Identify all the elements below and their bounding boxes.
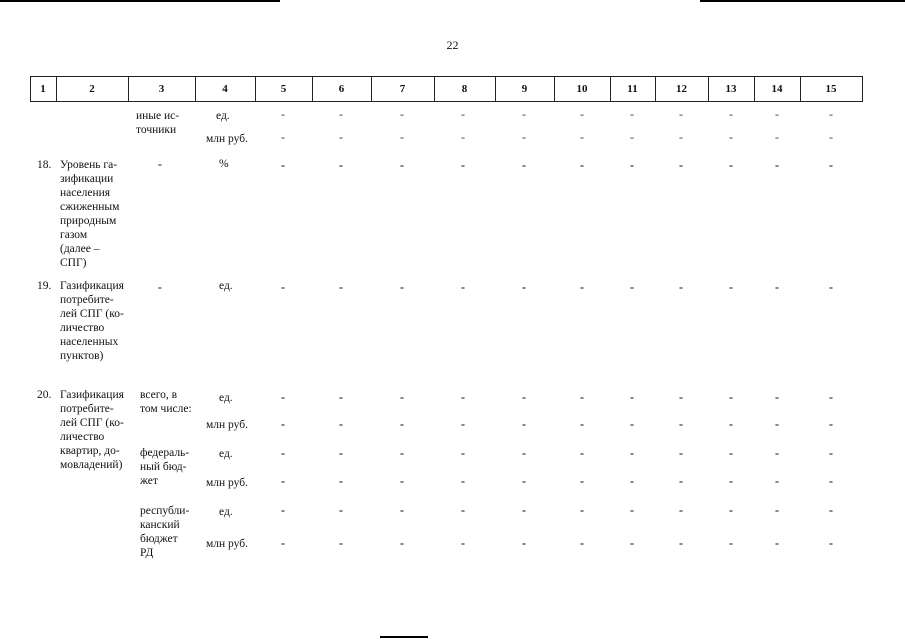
row-19-name-5: населенных — [60, 336, 119, 348]
value-dash-row-20-republic-rub-col-10: - — [580, 536, 584, 550]
col-header-2: 2 — [89, 83, 95, 95]
value-dash-row-19-col-5: - — [281, 280, 285, 294]
value-dash-row-19-col-14: - — [775, 280, 779, 294]
value-dash-row-20-republic-rub-col-9: - — [522, 536, 526, 550]
row-20-unit-5: ед. — [219, 506, 233, 518]
value-dash-row-20-republic-rub-col-13: - — [729, 536, 733, 550]
row-20-name-4: личество — [60, 431, 105, 443]
col-header-14: 14 — [771, 83, 783, 95]
value-dash-row-other-sources-unit-1-col-6: - — [339, 107, 343, 121]
value-dash-row-20-total-rub-col-8: - — [461, 417, 465, 431]
value-dash-row-other-sources-unit-1-col-13: - — [729, 107, 733, 121]
value-dash-row-20-total-units-col-6: - — [339, 390, 343, 404]
value-dash-row-18-col-14: - — [775, 158, 779, 172]
value-dash-row-20-federal-units-col-15: - — [829, 446, 833, 460]
row-19-col3: - — [158, 282, 162, 294]
value-dash-row-18-col-9: - — [522, 158, 526, 172]
row-18-name-7: (далее – — [60, 243, 100, 255]
value-dash-row-19-col-12: - — [679, 280, 683, 294]
row-18-name-3: населения — [60, 187, 111, 199]
value-dash-row-20-federal-rub-col-12: - — [679, 474, 683, 488]
value-dash-row-other-sources-unit-2-col-5: - — [281, 130, 285, 144]
row-20-name-2: потребите- — [60, 403, 114, 415]
value-dash-row-other-sources-unit-1-col-12: - — [679, 107, 683, 121]
value-dash-row-20-total-rub-col-9: - — [522, 417, 526, 431]
row-19-unit: ед. — [219, 280, 233, 292]
row-other-sources-unit-1: ед. — [216, 110, 230, 122]
row-18-name-2: зификации — [60, 173, 114, 185]
value-dash-row-20-republic-units-col-5: - — [281, 503, 285, 517]
bottom-edge-mark — [380, 636, 428, 638]
col-header-1: 1 — [40, 83, 46, 95]
value-dash-row-20-republic-units-col-9: - — [522, 503, 526, 517]
row-20-federal-label-2: ный бюд- — [140, 461, 187, 473]
value-dash-row-20-total-units-col-13: - — [729, 390, 733, 404]
value-dash-row-20-republic-rub-col-12: - — [679, 536, 683, 550]
value-dash-row-20-republic-rub-col-6: - — [339, 536, 343, 550]
value-dash-row-20-federal-rub-col-5: - — [281, 474, 285, 488]
page-number: 22 — [446, 38, 459, 52]
value-dash-row-20-total-rub-col-6: - — [339, 417, 343, 431]
value-dash-row-other-sources-unit-1-col-11: - — [630, 107, 634, 121]
value-dash-row-20-total-units-col-11: - — [630, 390, 634, 404]
value-dash-row-20-federal-units-col-7: - — [400, 446, 404, 460]
value-dash-row-20-republic-rub-col-7: - — [400, 536, 404, 550]
value-dash-row-20-republic-units-col-8: - — [461, 503, 465, 517]
row-20-republic-label-2: канский — [140, 519, 180, 531]
value-dash-row-20-republic-units-col-12: - — [679, 503, 683, 517]
col-header-6: 6 — [338, 83, 345, 95]
value-dash-row-20-republic-units-col-6: - — [339, 503, 343, 517]
col-header-15: 15 — [825, 83, 837, 95]
value-dash-row-20-total-units-col-5: - — [281, 390, 285, 404]
col-header-9: 9 — [521, 83, 528, 95]
value-dash-row-20-federal-rub-col-11: - — [630, 474, 634, 488]
row-18-name-8: СПГ) — [60, 257, 87, 269]
row-20-federal-label-1: федераль- — [140, 447, 190, 459]
value-dash-row-20-total-units-col-7: - — [400, 390, 404, 404]
row-other-sources-label-2: точники — [136, 124, 177, 136]
value-dash-row-20-federal-rub-col-8: - — [461, 474, 465, 488]
row-20-republic-label-1: республи- — [140, 505, 190, 517]
value-dash-row-20-federal-units-col-14: - — [775, 446, 779, 460]
value-dash-row-20-federal-units-col-5: - — [281, 446, 285, 460]
row-20-total-label-1: всего, в — [140, 389, 178, 401]
value-dash-row-other-sources-unit-1-col-5: - — [281, 107, 285, 121]
value-dash-row-18-col-10: - — [580, 158, 584, 172]
value-dash-row-18-col-11: - — [630, 158, 634, 172]
value-dash-row-other-sources-unit-2-col-10: - — [580, 130, 584, 144]
col-header-12: 12 — [676, 83, 687, 95]
value-dash-row-other-sources-unit-2-col-13: - — [729, 130, 733, 144]
value-dash-row-20-total-rub-col-11: - — [630, 417, 634, 431]
value-dash-row-other-sources-unit-2-col-14: - — [775, 130, 779, 144]
value-dash-row-18-col-5: - — [281, 158, 285, 172]
value-dash-row-20-total-rub-col-15: - — [829, 417, 833, 431]
value-dash-row-20-federal-units-col-8: - — [461, 446, 465, 460]
value-dash-row-20-total-rub-col-7: - — [400, 417, 404, 431]
row-18-number: 18. — [37, 159, 52, 171]
row-19-number: 19. — [37, 280, 52, 292]
row-20-unit-3: ед. — [219, 448, 233, 460]
value-dash-row-20-republic-rub-col-8: - — [461, 536, 465, 550]
value-dash-row-20-federal-rub-col-6: - — [339, 474, 343, 488]
value-dash-row-20-federal-rub-col-7: - — [400, 474, 404, 488]
value-dash-row-19-col-15: - — [829, 280, 833, 294]
value-dash-row-20-republic-rub-col-5: - — [281, 536, 285, 550]
row-20-unit-1: ед. — [219, 392, 233, 404]
value-dash-row-other-sources-unit-1-col-8: - — [461, 107, 465, 121]
value-dash-row-other-sources-unit-2-col-12: - — [679, 130, 683, 144]
row-19-name-6: пунктов) — [60, 350, 104, 362]
value-dash-row-20-republic-units-col-14: - — [775, 503, 779, 517]
value-dash-row-18-col-12: - — [679, 158, 683, 172]
value-dash-row-20-total-units-col-8: - — [461, 390, 465, 404]
row-20-total-label-2: том числе: — [140, 403, 192, 415]
value-dash-row-20-total-units-col-9: - — [522, 390, 526, 404]
value-dash-row-other-sources-unit-2-col-7: - — [400, 130, 404, 144]
row-18-name-4: сжиженным — [60, 201, 120, 213]
value-dash-row-19-col-8: - — [461, 280, 465, 294]
value-dash-row-20-republic-rub-col-14: - — [775, 536, 779, 550]
col-header-4: 4 — [222, 83, 228, 95]
top-edge-line-right — [700, 0, 905, 2]
top-edge-line-left — [0, 0, 280, 2]
row-20-name-3: лей СПГ (ко- — [60, 417, 124, 429]
col-header-13: 13 — [725, 83, 737, 95]
row-20-federal-label-3: жет — [140, 475, 158, 487]
value-dash-row-other-sources-unit-2-col-11: - — [630, 130, 634, 144]
value-dash-row-19-col-7: - — [400, 280, 404, 294]
row-other-sources-label-1: иные ис- — [136, 110, 180, 122]
value-dash-row-20-total-units-col-12: - — [679, 390, 683, 404]
value-dash-row-18-col-15: - — [829, 158, 833, 172]
col-header-3: 3 — [158, 83, 165, 95]
row-20-republic-label-3: бюджет — [140, 533, 178, 545]
row-other-sources-unit-2: млн руб. — [206, 133, 248, 145]
row-19-name-2: потребите- — [60, 294, 114, 306]
value-dash-row-20-total-rub-col-12: - — [679, 417, 683, 431]
value-dash-row-20-total-units-col-15: - — [829, 390, 833, 404]
row-20-republic-label-4: РД — [140, 547, 154, 559]
value-dash-row-18-col-13: - — [729, 158, 733, 172]
value-dash-row-20-federal-units-col-10: - — [580, 446, 584, 460]
row-20-name-6: мовладений) — [60, 459, 123, 471]
value-dash-row-20-republic-units-col-7: - — [400, 503, 404, 517]
row-19-name-1: Газификация — [60, 280, 124, 292]
value-dash-row-other-sources-unit-2-col-8: - — [461, 130, 465, 144]
value-dash-row-20-republic-units-col-11: - — [630, 503, 634, 517]
value-dash-row-20-republic-rub-col-15: - — [829, 536, 833, 550]
value-dash-row-19-col-13: - — [729, 280, 733, 294]
value-dash-row-other-sources-unit-1-col-7: - — [400, 107, 404, 121]
value-dash-row-18-col-7: - — [400, 158, 404, 172]
value-dash-row-20-federal-units-col-6: - — [339, 446, 343, 460]
row-18-name-5: природным — [60, 215, 117, 227]
value-dash-row-20-federal-rub-col-14: - — [775, 474, 779, 488]
value-dash-row-18-col-6: - — [339, 158, 343, 172]
row-18-col3: - — [158, 159, 162, 171]
value-dash-row-20-total-rub-col-13: - — [729, 417, 733, 431]
value-dash-row-20-federal-units-col-9: - — [522, 446, 526, 460]
value-dash-row-20-total-units-col-14: - — [775, 390, 779, 404]
row-20-name-1: Газификация — [60, 389, 124, 401]
value-dash-row-19-col-6: - — [339, 280, 343, 294]
value-dash-row-20-federal-rub-col-13: - — [729, 474, 733, 488]
row-18-name-6: газом — [60, 229, 88, 241]
value-dash-row-20-total-units-col-10: - — [580, 390, 584, 404]
value-dash-row-other-sources-unit-1-col-9: - — [522, 107, 526, 121]
value-dash-row-18-col-8: - — [461, 158, 465, 172]
value-dash-row-other-sources-unit-1-col-14: - — [775, 107, 779, 121]
value-dash-row-other-sources-unit-2-col-15: - — [829, 130, 833, 144]
row-18-unit: % — [219, 158, 229, 170]
value-dash-row-19-col-9: - — [522, 280, 526, 294]
value-dash-row-19-col-11: - — [630, 280, 634, 294]
value-dash-row-other-sources-unit-2-col-9: - — [522, 130, 526, 144]
value-dash-row-20-federal-rub-col-9: - — [522, 474, 526, 488]
row-20-unit-4: млн руб. — [206, 477, 248, 489]
col-header-11: 11 — [627, 83, 638, 95]
value-dash-row-19-col-10: - — [580, 280, 584, 294]
row-20-unit-2: млн руб. — [206, 419, 248, 431]
value-dash-row-20-federal-rub-col-15: - — [829, 474, 833, 488]
value-dash-row-20-republic-units-col-13: - — [729, 503, 733, 517]
value-dash-row-20-republic-units-col-15: - — [829, 503, 833, 517]
col-header-10: 10 — [576, 83, 588, 95]
row-20-name-5: квартир, до- — [60, 445, 120, 457]
col-header-8: 8 — [461, 83, 468, 95]
row-20-number: 20. — [37, 389, 52, 401]
row-18-name-1: Уровень га- — [60, 159, 118, 171]
col-header-7: 7 — [399, 83, 406, 95]
value-dash-row-20-federal-units-col-11: - — [630, 446, 634, 460]
value-dash-row-20-republic-units-col-10: - — [580, 503, 584, 517]
value-dash-row-other-sources-unit-1-col-10: - — [580, 107, 584, 121]
value-dash-row-20-federal-units-col-13: - — [729, 446, 733, 460]
value-dash-row-20-federal-units-col-12: - — [679, 446, 683, 460]
value-dash-row-20-total-rub-col-10: - — [580, 417, 584, 431]
value-dash-row-20-total-rub-col-5: - — [281, 417, 285, 431]
value-dash-row-20-total-rub-col-14: - — [775, 417, 779, 431]
value-dash-row-other-sources-unit-1-col-15: - — [829, 107, 833, 121]
col-header-5: 5 — [280, 83, 287, 95]
row-19-name-4: личество — [60, 322, 105, 334]
row-19-name-3: лей СПГ (ко- — [60, 308, 124, 320]
value-dash-row-20-federal-rub-col-10: - — [580, 474, 584, 488]
row-20-unit-6: млн руб. — [206, 538, 248, 550]
value-dash-row-20-republic-rub-col-11: - — [630, 536, 634, 550]
value-dash-row-other-sources-unit-2-col-6: - — [339, 130, 343, 144]
